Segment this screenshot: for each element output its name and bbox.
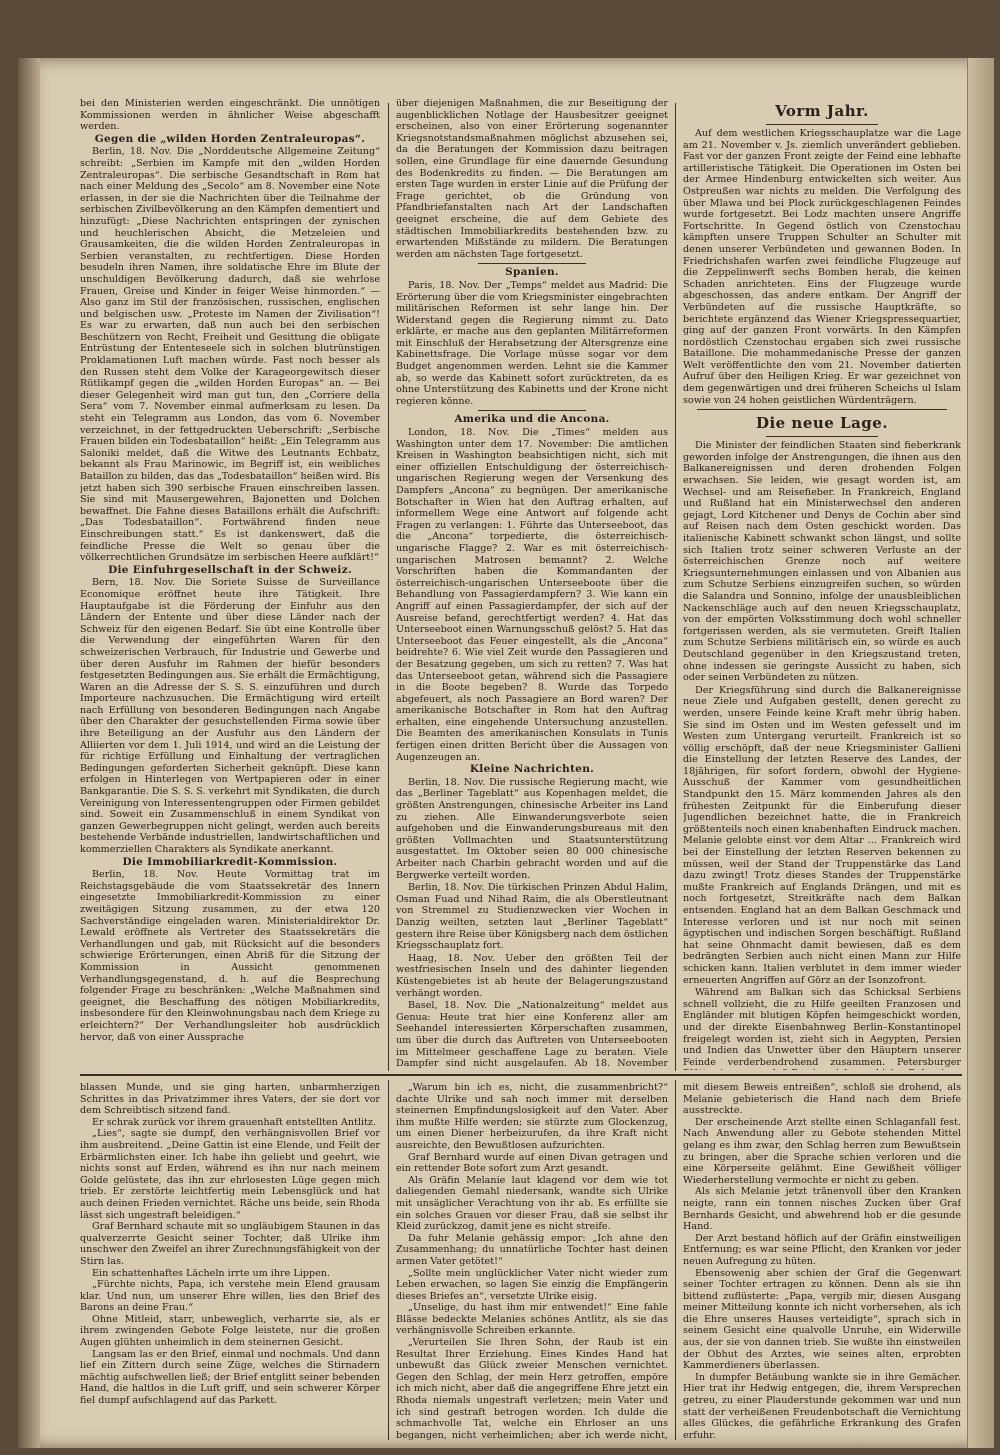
article-heading: Amerika und die Ancona. [454,413,610,426]
story-paragraph: Ebensowenig aber schien der Graf die Gegenwart seiner Tochter ertragen zu können. Denn als sie ihn bittend zuflüsterte: „Papa, vergib mir, diesen Ausgang meiner Mitteilung konnte ich nicht vorhersehen, als ich die Ehre unseres Hauses verteidigte“, sprach sich in seinem Gesicht eine qualvolle Unruhe, ein Widerwille aus, der sie von dannen trieb. Sie wußte ihn einstweilen der Obhut des Arztes, wie seines alten, erprobten Kammerdieners überlassen. [683,1267,961,1372]
story-paragraph: Da fuhr Melanie gehässig empor: „Ich ahne den Zusammenhang; du unnatürliche Tochter hast deinen armen Vater getötet!“ [396,1232,668,1267]
story-paragraph: Er schrak zurück vor ihrem grauenhaft entstellten Antlitz. [92,1116,376,1128]
article-heading: Kleine Nachrichten. [469,763,595,776]
story-paragraph: „Fürchte nichts, Papa, ich verstehe mein Elend grausam klar. Und nun, um unserer Ehre willen, lies den Brief des Barons an deine Frau.“ [80,1279,380,1314]
section-divider [766,124,877,125]
article-body: Paris, 18. Nov. Der „Temps“ meldet aus Madrid: Die Erörterung über die vom Kriegsminister eingebrachten militärischen Reformen ist sehr lange hin. Der Widerstand gegen die Regierung nimmt zu. Dato erklärte, er mache aus den geplanten Militärreformen mit Einschluß der Herabsetzung der Altersgrenze eine Kabinettsfrage. Die Vorlage müsse sogar vor dem Budget angenommen werden. Lehnt sie die Kammer ab, so werde das Kabinett sofort zurücktreten, da es ohne Unterstützung des Kabinetts und der Krone nicht regieren könne. [396,279,668,407]
article-body: Berlin, 18. Nov. Die „Norddeutsche Allgemeine Zeitung“ schreibt: „Serbien im Kampfe mit den „wilden Horden Zentraleuropas“. Die serbische Gesandtschaft in Rom hat nach einer Meldung des „Secolo“ am 8. November eine Note erlassen, in der sie die Nachrichten über die Teilnahme der serbischen Zivilbevölkerung an den Kämpfen dementiert und hinzufügt: „Diese Nachrichten entspringen der zynischen und heuchlerischen Absicht, die Metzeleien und Grausamkeiten, die die wilden Horden Zentraleuropas in Serbien veranstalten, zu rechtfertigen. Diese Horden besudeln ihren Namen, ihre soldatische Ehre im Blute der unschuldigen Bevölkerung dadurch, daß sie wehrlose Frauen, Greise und Kinder in feiger Weise hinmorden.“ — Also ganz im Stil der französischen, russischen, englischen und belgischen usw. „Proteste im Namen der Zivilisation“! Es war zu erwarten, daß nun auch bei den serbischen Beschützern von Recht, Freiheit und Gesittung die obligate Entrüstung der Ententeseele sich in solchen blutrünstigen Proklamationen Luft machen würde. Fast noch besser als den Russen steht dem Volke der Karageorgewitsch dieser Rütlikampf gegen die „wilden Horden Europas“ an. — Bei dieser Gelegenheit wird man gut tun, den „Corriere della Sera“ vom 7. November einmal aufmerksam zu lesen. Da steht ein Telegramm aus London, das vom 6. November verzeichnet, in der fettgedruckten Ueberschrift: „Serbische Frauen bilden ein Todesbataillon“ heißt: „Ein Telegramm aus Saloniki meldet, daß die Witwe des Leutnants Echbatz, bekannt als Frau Marinowic, im Begriff ist, ein weibliches Bataillon zu bilden, das das „Todesbataillon“ heißen wird. Bis jetzt haben sich 390 serbische Frauen einschreiben lassen. Sie sind mit Mausergewehren, Bajonetten und Dolchen bewaffnet. Die Fahne dieses Bataillons erhält die Aufschrift: „Das Todesbataillon“. Fortwährend finden neue Einschreibungen statt.“ Es ist dankenswert, daß die feindliche Presse die Welt so genau über die völkerrechtlichen Grundsätze im serbischen Heere aufklärt!“ [80,146,380,564]
column-rule-3 [388,1080,389,1440]
story-paragraph: Langsam las er den Brief, einmal und nochmals. Und dann lief ein Zittern durch seine Züge, welches die Stirnadern mächtig aufschwellen ließ; der Brief entglitt seiner bebenden Hand, die haltlos in die Luft griff, und sein schwerer Körper fiel dumpf aufschlagend auf das Parkett. [80,1348,380,1407]
story-paragraph: Als Gräfin Melanie laut klagend vor dem wie tot daliegenden Gemahl niedersank, wandte sich Ulrike mit unsäglicher Verachtung von ihr ab. Es erfüllte sie ein solches Grauen vor dieser Frau, daß sie selbst ihr Kleid zurückzog, damit jene es nicht streife. [396,1174,668,1233]
story-paragraph: Der erscheinende Arzt stellte einen Schlaganfall fest. Nach Anwendung aller zu Gebote stehenden Mittel gelang es ihm zwar, den Schlag herren zum Bewußtsein zu bringen, aber die Sprache schien verloren und die eine Körperseite gelähmt. Eine Gewißheit völliger Wiederherstellung vermochte er nicht zu geben. [683,1116,961,1186]
story-paragraph: Ein schattenhaftes Lächeln irrte um ihre Lippen. [92,1267,330,1279]
section-divider [766,436,877,437]
feuilleton-column-2 [396,1082,668,1442]
column-rule-4 [675,1080,676,1440]
story-paragraph: „Verurteilen Sie Ihren Sohn, der Raub ist ein Resultat Ihrer Erziehung. Eines Kindes Hand hat unbewußt das Glück zweier Menschen vernichtet. Gegen den Schlag, der mein Herz getroffen, empöre ich mich nicht, aber daß die angegriffene Ehre jetzt ein Rhoda niemals ungestraft verletzen; mein Vater und ich sind gestraft betrogen worden. Ich dulde die schmachvolle Tat, welche ein Ehrloser an uns begangen, nicht verheimlichen; aber ich werde nicht, [396,1337,668,1441]
article-body: Der Kriegsführung sind durch die Balkanereignisse neue Ziele und Aufgaben gestellt, denen gerecht zu werden, unsere Feinde keine Kraft mehr übrig haben. Sie sind im Osten und im Westen gefesselt und im Westen zum Untergang verurteilt. Frankreich ist so völlig erschöpft, daß der neue Kriegsminister Gallieni die Einstellung der letzten Reserve des Landes, der 18jährigen, für sofort fordern, obwohl der Hygiene-Ausschuß der Kammer vom gesundheitlichen Standpunkt den 15. März kommenden Jahres als den frühesten Zeitpunkt für die Einberufung dieser Jugendlichen bezeichnet hatte, die in Frankreich größtenteils noch einen knabenhaften Eindruck machen. Melanie gelobte einst vor dem Altar ... Frankreich wird bei der Einstellung der letzten Reserven bekennen zu müssen, weil der Stand der Truppenstärke das Land dazu zwingt! Trotz dieses Standes der Truppenstärke mußte Frankreich auf Englands Drängen, und mit es noch fortgesetzt, Streitkräfte nach dem Balkan entsenden. England hat an dem Balkan Geschmack und Interesse verloren und ist nur noch mit seinen ägyptischen und indischen Sorgen beschäftigt. Rußland hat seine Ohnmacht damit bewiesen, daß es dem bedrängten Serbien auch nicht einen Mann zur Hilfe schicken kann. Italien verblutet in dem immer wieder erneuerten Angriffen auf Görz an der Isonzofront. [683,684,961,986]
section-heading-neue-lage: Die neue Lage. [755,414,889,433]
news-item: Berlin, 18. Nov. Die russische Regierung macht, wie das „Berliner Tageblatt“ aus Kopenhagen meldet, die größten Anstrengungen, chinesische Arbeiter ins Land zu ziehen. Alle Einwanderungsverbote seien aufgehoben und die Einwanderungsbureaus mit den größten Vollmachten und Staatsunterstützung ausgestattet. Im Oktober seien 80 000 chinesische Arbeiter nach Charbin gebracht worden und auf die Bergwerke verteilt worden. [396,776,668,881]
story-paragraph: blassen Munde, und sie ging harten, unbarmherzigen Schrittes in das Privatzimmer ihres Vaters, der sie dort vor dem Schreibtisch sitzend fand. [80,1082,380,1117]
article-body: London, 18. Nov. Die „Times“ melden aus Washington unter dem 17. November: Die amtlichen Kreisen in Washington beabsichtigen nicht, sich mit einer offiziellen Entschuldigung der österreichisch-ungarischen Regierung wegen der Versenkung des Dampfers „Ancona“ zu begnügen. Der amerikanische Botschafter in Wien hat den Auftrag erhalten, auf informellem Wege eine Antwort auf folgende acht Fragen zu verlangen: 1. Führte das Unterseeboot, das die „Ancona“ torpedierte, die österreichisch-ungarische Flagge? 2. War es mit österreichisch-ungarischen Matrosen bemannt? 2. Welche Vorschriften haben die Kommandanten der österreichisch-ungarischen Unterseeboote über die Behandlung von Passagierdampfern? 3. Wie kann ein Angriff auf einen Passagierdampfer, der sich auf der Ausreise befand, gerechtfertigt werden? 4. Hat das Unterseeboot einen Warnungsschuß gelöst? 5. Hat das Unterseeboot das Feuer eingestellt, als die „Ancona“ beidrehte? 6. Wie viel Zeit wurde den Passagieren und der Besatzung gegeben, um sich zu retten? 7. Was hat das Unterseeboot getan, während sich die Passagiere in die Boote begeben? 8. Wurde das Torpedo abgefeuert, als noch Passagiere an Bord waren? Der amerikanische Botschafter in Rom hat den Auftrag erhalten, eine eingehende Untersuchung anzustellen. Die Beamten des amerikanischen Konsulats in Tunis fertigen einen dritten Bericht über die Aussagen von Augenzeugen an. [396,427,668,763]
article-body: Während am Balkan sich das Schicksal Serbiens schnell vollzieht, die zu Hilfe geeilten Franzosen und Engländer mit blutigen Köpfen heimgeschickt worden, und der direkte Eisenbahnweg Berlin–Konstantinopel freigelegt worden ist, zieht sich in Aegypten, Persien und Indien das Unwetter über den Häuptern unserer Feinde verderbendrohend zusammen. Petersburger [683,987,961,1068]
feuilleton-rule [80,1074,962,1076]
article-heading: Die Einfuhrgesellschaft in der Schweiz. [108,563,352,576]
column-2 [396,98,668,1070]
section-divider [478,263,587,264]
binding-gutter [18,58,40,1448]
article-body: über diejenigen Maßnahmen, die zur Beseitigung der augenblicklichen Notlage der Hausbesitzer geeignet erscheinen, also von einer Erörterung sogenannter Kriegsnotstandsmaßnahmen möglichst abzusehen sei, da die Beratungen der Kommission dazu beitragen sollen, eine Grundlage für eine dauernde Gesundung des Bodenkredits zu finden. — Die Beratungen am ersten Tage wurden in erster Linie auf die Prüfung der Frage gerichtet, ob die Gründung von Pfandbriefanstalten nach Art der Landschaften geeignet erscheine, die auf dem Gebiete des städtischen Immobiliarkredits bestehenden bzw. zu erwartenden Mißstände zu mildern. Die Beratungen werden am nächsten Tage fortgesetzt. [396,98,668,260]
story-paragraph: „Warum bin ich es, nicht, die zusammenbricht?“ dachte Ulrike und sah noch immer mit derselben steinernen Empfindungslosigkeit auf den Vater. Aber ihm mußte Hilfe werden; sie stürzte zum Glockenzug, um einen Diener herbeizurufen, da ihre Kraft nicht ausreichte, den Bewußtlosen aufzurichten. [396,1082,668,1151]
article-heading: Spanien. [505,266,559,279]
story-paragraph: Graf Bernhard schaute mit so ungläubigem Staunen in das qualverzerrte Gesicht seiner Tochter, daß Ulrike ihm unschwer den Zweifel an ihrer Zurechnungsfähigkeit von der Stirn las. [80,1221,380,1267]
column-rule-1 [388,103,389,1071]
story-paragraph: „Sollte mein unglücklicher Vater nicht wieder zum Leben erwachen, so lagen Sie einzig die Empfängerin dieses Briefes an“, versetzte Ulrike eisig. [396,1267,668,1302]
feuilleton-column-1 [80,1082,380,1442]
story-paragraph: Der Arzt bestand höflich auf der Gräfin einstweiligen Entfernung; es war seine Pflicht, den Kranken vor jeder neuen Aufregung zu hüten. [683,1232,961,1267]
article-heading: Gegen die „wilden Horden Zentraleuropas“. [94,132,366,145]
news-item: Haag, 18. Nov. Ueber den größten Teil der westfriesischen Inseln und des dahinter liegenden Küstengebietes ist ab heute der Belagerungszustand verhängt worden. [396,952,668,999]
column-rule-2 [675,103,676,1071]
continuation-note [683,1441,961,1442]
newspaper-page [18,58,994,1448]
article-heading: Die Immobiliarkredit-Kommission. [122,855,338,868]
article-body: Auf dem westlichen Kriegsschauplatze war die Lage am 21. November v. Js. ziemlich unverändert geblieben. Fast vor der ganzen Front zeigte der Feind eine lebhafte artilleristische Tätigkeit. Die Operationen im Osten bei der Armee Hindenburg entwickelten sich weiter. Aus Ostpreußen war nichts zu melden. Die Verfolgung des über Mlawa und bei Plock zurückgeschlagenen Feindes wurde fortgesetzt. Bei Lodz machten unsere Angriffe Fortschritte. In Gegend östlich von Czenstochau kämpften unsere Truppen Schulter an Schulter mit denen unserer Verbündeten und gewannen Boden. In Friedrichshafen warfen zwei feindliche Flugzeuge auf die Zeppelinwerft sechs Bomben herab, die keinen Schaden anrichteten. Eins der Flugzeuge wurde abgeschossen, das andere entkam. Der Angriff der Verbündeten auf die russische Hauptkräfte, so berichtete ergänzend das Wiener Kriegspressequartier, ging auf der ganzen Front vorwärts. In den Kämpfen nordöstlich Czenstochau ergaben sich zwei russische Bataillone. Die mohammedanische Presse der ganzen Welt veröffentlichte den vom 21. November datierten Aufruf über den Heiligen Krieg. Er war gezeichnet von dem gegenwärtigen und drei früheren Scheichs ul Islam sowie von 24 hohen geistlichen Würdenträgern. [683,128,961,406]
story-paragraph: „Lies“, sagte sie dumpf, den verhängnisvollen Brief vor ihm ausbreitend. „Deine Gattin ist eine Elende, und Feilt der Erbärmlichsten einer. Ich habe ihn geliebt und geehrt, wie nichts sonst auf Erden, während es ihn nur nach meinem Golde gelüstete, das ihn zur ehrlosesten Lüge gegen mich trieb. Er zerstörte leichtfertig mein Lebensglück und hat auch deinen Frieden vernichtet. Räche uns beide, sein Rhoda lässt sich ungestraft beleidigen.“ [80,1128,380,1221]
article-body: Die Minister der feindlichen Staaten sind fieberkrank geworden infolge der Anstrengungen, die ihnen aus den Balkanereignissen und deren drohenden Folgen erwachsen. Sie leiden, wie gesagt worden ist, am Wechsel- und am Reisefieber. In Frankreich, England und Rußland hat ein Ministerwechsel den anderen gejagt, Lord Kitchener und Denys de Cochin aber sind auf Reisen nach dem Osten geschickt worden. Das italienische Kabinett schwankt schon längst, und sollte sich Italien trotz seiner schweren Verluste an der österreichischen Grenze noch auf weitere Kriegsunternehmungen einlassen und von Albanien aus zum Schutze Serbiens einzugreifen suchen, so würden die Salandra und Sonnino, infolge der unausbleiblichen Nackenschläge auch auf den neuen Kriegsschauplatz, von der empörten Volksstimmung doch wohl schneller fortgerissen werden, als sie vermuteten. Greift Italien zum Schutze Serbiens militärisch ein, so würde es auch Deutschland gegenüber in den Kriegszustand treten, ohne indessen sie geringste Aussicht zu haben, sich oder seinen Verbündeten zu nützen. [683,440,961,684]
section-heading-vorm-jahr: Vorm Jahr. [775,102,869,120]
news-item: Berlin, 18. Nov. Die türkischen Prinzen Abdul Halim, Osman Fuad und Nihad Raim, die als Oberstleutnant von Stremmel zu Studienzwecken vier Wochen in Danzig weilten, setzten laut „Berliner Tageblatt“ gestern ihre Reise über Königsberg nach dem östlichen Kriegsschauplatz fort. [396,882,668,952]
story-paragraph: Graf Bernhard wurde auf einen Divan getragen und ein rettender Bote sofort zum Arzt gesandt. [396,1151,668,1175]
story-paragraph: Als sich Melanie jetzt tränenvoll über den Kranken neigte, rann ein tonnen nisches Zucken über Graf Bernhards Gesicht, und abwehrend hob er die gesunde Hand. [683,1186,961,1233]
story-paragraph: „Unselige, du hast ihm mir entwendet!“ Eine fahle Blässe bedeckte Melanies schönes Antlitz, als sie das verhängnisvolle Schreiben erkannte. [396,1302,668,1337]
section-divider [478,410,587,411]
story-paragraph: mit diesem Beweis entreißen“, schloß sie drohend, als Melanie gebieterisch die Hand nach dem Briefe ausstreckte. [683,1082,961,1117]
adjacent-page-edge [967,58,994,1448]
column-3 [683,98,961,1070]
feuilleton-column-3 [683,1082,961,1442]
news-item: Basel, 18. Nov. Die „Nationalzeitung“ meldet aus Genua: Heute trat hier eine Konferenz aller am Seehandel interessierten Körperschaften zusammen, um über die durch das Auftreten von Unterseebooten im Mittelmeer geschaffene Lage zu beraten. Viele Dampfer sind nicht ausgelaufen. Ab 18. November [396,1000,668,1070]
story-paragraph: In dumpfer Betäubung wankte sie in ihre Gemächer. Hier trat ihr Hedwig entgegen, die, ihrem Versprechen getreu, zu einer Plauderstunde gekommen war und nun statt der verheißenen Freudenbotschaft die Vernichtung alles Glückes, die gefährliche Erkrankung des Grafen erfuhr. [683,1371,961,1441]
article-body: Bern, 18. Nov. Die Soriete Suisse de Surveillance Economique eröffnet heute ihre Tätigkeit. Ihre Hauptaufgabe ist die Förderung der Einfuhr aus den Ländern der Entente und über diese Länder nach der Schweiz für den eigenen Bedarf. Sie übt eine Kontrolle über die Verwendung der eingeführten Waren für den schweizerischen Verbrauch, für Industrie und Gewerbe und über deren Ausfuhr im Rahmen der hiefür besonders festgesetzten Bedingungen aus. Sie erhält die Ermächtigung, Waren an die Adresse der S. S. S. einzuführen und durch Importeure nachzusuchen. Die Ermächtigung wird erteilt nach Erfüllung von besonderen Bedingungen nach Angabe über den Charakter der gesuchstellenden Firma sowie über ihre Beteiligung an der Ausfuhr aus den Ländern der Alliierten vor dem 1. Juli 1914, und wird an die Leistung der für richtige Erfüllung und Einhaltung der vertraglichen Bedingungen geforderten Sicherheit geknüpft. Diese kann erfolgen in Hinterlegen von Wertpapieren oder in einer Bankgarantie. Die S. S. S. verkehrt mit Syndikaten, die durch Vereinigung von Interessentengruppen oder Firmen gebildet sind. Soweit ein Zusammenschluß in einem Syndikat von ganzen Gewerbegruppen nicht gelingt, werden auch bereits bestehende Verbände industriellen, landwirtschaftlichen und kommerziellen Charakters als Syndikate anerkannt. [80,577,380,855]
article-body: Berlin, 18. Nov. Heute Vormittag trat im Reichstagsgebäude die vom Staatssekretär des Innern eingesetzte Immobiliarkredit-Kommission zu einer zweitägigen Sitzung zusammen, zu der etwa 120 Sachverständige eingeladen waren. Ministerialdirektor Dr. Lewald eröffnete als Vertreter des Staatssekretärs die Verhandlungen und gab, mit Rücksicht auf die besonders schwierige Erörterungen, einen Abriß für die Sitzung der Kommission in Aussicht genommenen Verhandlungsgegenstand, d. h. auf die Besprechung folgender Frage zu beschränken: „Welche Maßnahmen sind geeignet, die Beschaffung des nötigen Mobiliarkredits, insbesondere für den Kleinwohnungsbau nach dem Kriege zu erleichtern?“ Der Verhandlungsleiter hob ausdrücklich hervor, daß von einer Aussprache [80,869,380,1043]
story-paragraph: Ohne Mitleid, starr, unbeweglich, verharrte sie, als er ihrem zwingenden Gebote Folge leistete, nur die großen Augen glühten unheimlich in dem steinernen Gesicht. [80,1313,380,1349]
article-intro: bei den Ministerien werden eingeschränkt. Die unnötigen Kommissionen werden in ähnlicher Weise abgeschafft werden. [80,98,380,133]
column-1 [80,98,380,1070]
section-divider [697,409,947,410]
